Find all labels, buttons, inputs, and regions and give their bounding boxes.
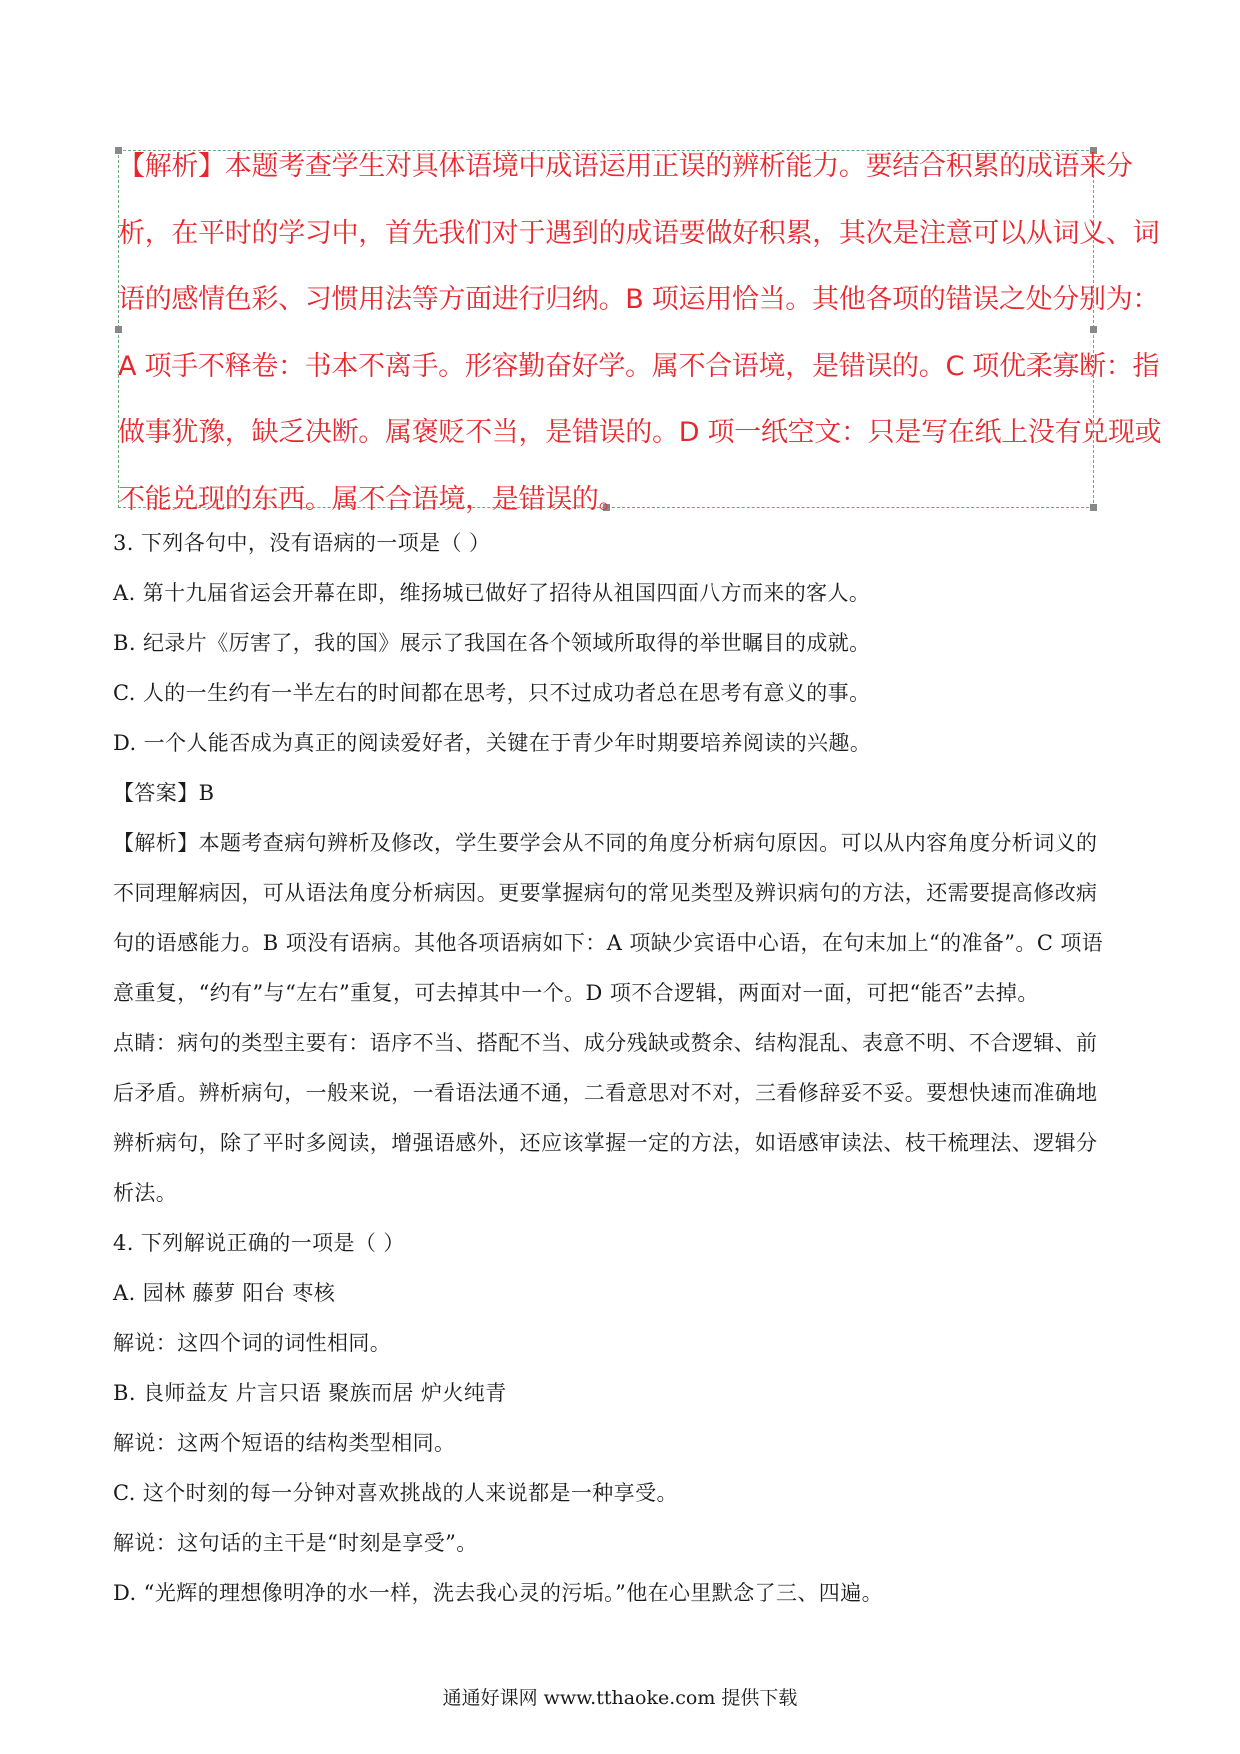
question-4-item: 解说：这四个词的词性相同。 <box>113 1331 392 1355</box>
question-4-item: 解说：这两个短语的结构类型相同。 <box>113 1431 456 1455</box>
question-3-option-b: B. 纪录片《厉害了，我的国》展示了我国在各个领域所取得的举世瞩目的成就。 <box>113 631 871 655</box>
question-3-answer: 【答案】B <box>113 781 215 805</box>
document-body <box>113 518 1128 1618</box>
question-4-stem: 4. 下列解说正确的一项是（ ） <box>113 1231 405 1255</box>
analysis-line: A 项手不释卷：书本不离手。形容勤奋好学。属不合语境，是错误的。C 项优柔寡断：指 <box>118 350 1160 382</box>
analysis-line: 【解析】本题考查学生对具体语境中成语运用正误的辨析能力。要结合积累的成语来分 <box>118 151 1133 182</box>
analysis-line: 句的语感能力。B 项没有语病。其他各项语病如下：A 项缺少宾语中心语，在句末加上“的准备”。C 项语 <box>113 931 1104 955</box>
page-footer: 通通好课网 www.tthaoke.com 提供下载 <box>442 1687 798 1709</box>
question-4-item: B. 良师益友 片言只语 聚族而居 炉火纯青 <box>113 1381 507 1405</box>
question-3-analysis <box>113 818 1128 1218</box>
analysis-line: 析法。 <box>113 1181 178 1205</box>
analysis-line: 【解析】本题考查病句辨析及修改，学生要学会从不同的角度分析病句原因。可以从内容角度分析词义的 <box>113 831 1098 855</box>
previous-question-analysis[interactable] <box>118 134 1162 533</box>
analysis-line: 语的感情色彩、习惯用法等方面进行归纳。B 项运用恰当。其他各项的错误之处分别为： <box>118 284 1160 315</box>
analysis-line: 意重复，“约有”与“左右”重复，可去掉其中一个。D 项不合逻辑，两面对一面，可把“能否”去掉。 <box>113 981 1039 1005</box>
analysis-line: 点睛：病句的类型主要有：语序不当、搭配不当、成分残缺或赘余、结构混乱、表意不明、不合逻辑、前 <box>113 1031 1098 1055</box>
analysis-line: 做事犹豫，缺乏决断。属褒贬不当，是错误的。D 项一纸空文：只是写在纸上没有兑现或 <box>118 417 1162 448</box>
question-3-option-c: C. 人的一生约有一半左右的时间都在思考，只不过成功者总在思考有意义的事。 <box>113 681 871 705</box>
question-3-stem: 3. 下列各句中，没有语病的一项是（ ） <box>113 531 491 555</box>
analysis-line: 辨析病句，除了平时多阅读，增强语感外，还应该掌握一定的方法，如语感审读法、枝干梳理法、逻辑分 <box>113 1131 1098 1155</box>
analysis-line: 析，在平时的学习中，首先我们对于遇到的成语要做好积累，其次是注意可以从词义、词 <box>118 217 1160 249</box>
analysis-line: 不能兑现的东西。属不合语境，是错误的。 <box>118 483 626 515</box>
question-4-item: D. “光辉的理想像明净的水一样，洗去我心灵的污垢。”他在心里默念了三、四遍。 <box>113 1581 884 1605</box>
question-3-option-a: A. 第十九届省运会开幕在即，维扬城已做好了招待从祖国四面八方而来的客人。 <box>113 581 871 605</box>
question-4-item: C. 这个时刻的每一分钟对喜欢挑战的人来说都是一种享受。 <box>113 1481 678 1505</box>
question-3-option-d: D. 一个人能否成为真正的阅读爱好者，关键在于青少年时期要培养阅读的兴趣。 <box>113 731 872 755</box>
question-4-item: A. 园林 藤萝 阳台 枣核 <box>113 1281 336 1305</box>
analysis-line: 后矛盾。辨析病句，一般来说，一看语法通不通，二看意思对不对，三看修辞妥不妥。要想快速而准确地 <box>113 1081 1098 1105</box>
question-4-item: 解说：这句话的主干是“时刻是享受”。 <box>113 1531 478 1555</box>
analysis-line: 不同理解病因，可从语法角度分析病因。更要掌握病句的常见类型及辨识病句的方法，还需要提高修改病 <box>113 881 1098 905</box>
